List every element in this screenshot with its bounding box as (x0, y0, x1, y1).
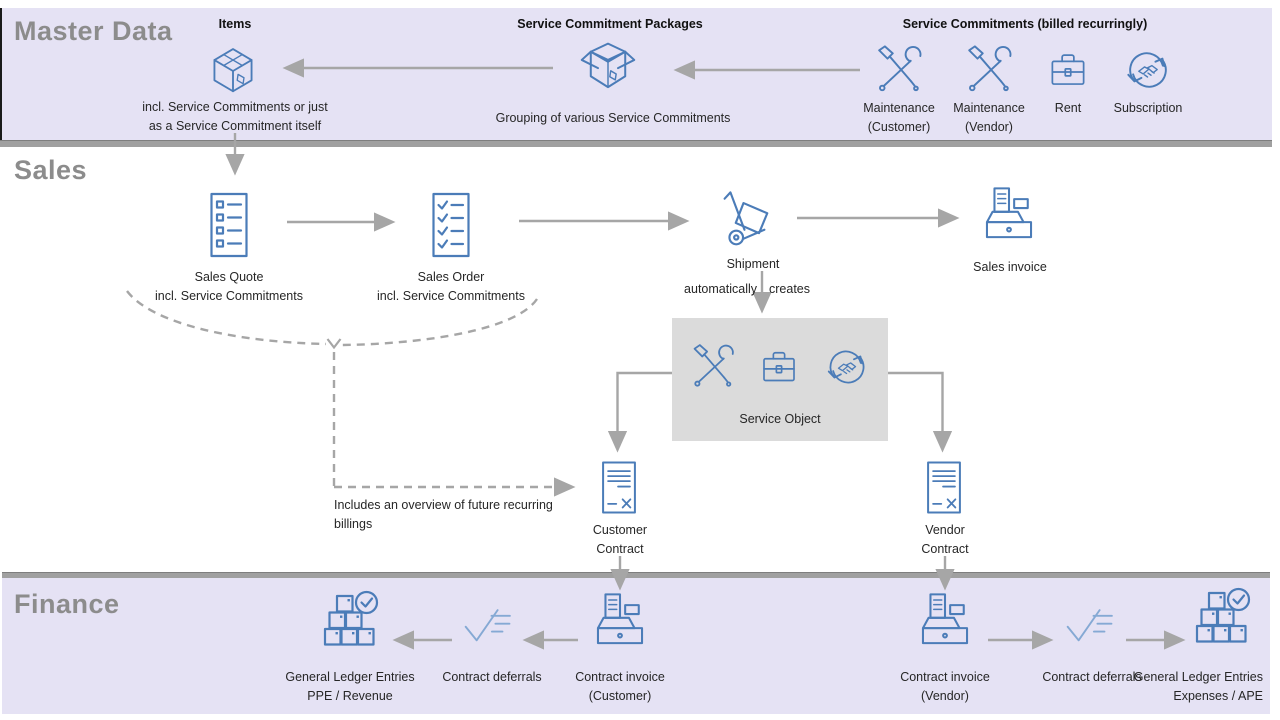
gl-entries-left-label: General Ledger Entries PPE / Revenue (285, 670, 415, 703)
contract-deferrals-right-icon (1062, 604, 1118, 646)
shipment-hand-truck-icon (712, 187, 776, 255)
master-sales-divider (0, 140, 1272, 147)
sales-quote-document-icon (206, 190, 252, 260)
commitments-title: Service Commitments (billed recurringly) (902, 17, 1148, 31)
service-object-tools-icon (684, 341, 740, 393)
service-object-recurring-icon (820, 341, 874, 393)
master-data-heading: Master Data (14, 16, 173, 46)
vendor-contract-label: Vendor Contract (921, 523, 969, 556)
packages-title: Service Commitment Packages (517, 17, 703, 31)
customer-contract-document-icon (599, 459, 639, 516)
sales-invoice-label: Sales invoice (973, 260, 1047, 274)
customer-contract-label: Customer Contract (592, 523, 648, 556)
sales-quote-label: Sales Quote incl. Service Commitments (155, 270, 303, 303)
maintenance-customer-tools-icon (867, 42, 929, 98)
gl-entries-right-label: General Ledger Entries Expenses / APE (1133, 670, 1263, 703)
maintenance-vendor-tools-icon (957, 42, 1019, 98)
maintenance-customer-label: Maintenance (Customer) (863, 101, 935, 134)
packages-caption: Grouping of various Service Commitments (495, 111, 731, 125)
contract-invoice-customer-label: Contract invoice (Customer) (575, 670, 665, 703)
package-open-box-icon (578, 40, 638, 98)
rent-briefcase-icon (1042, 45, 1094, 95)
contract-deferrals-right-label: Contract deferrals (1042, 670, 1142, 684)
shipment-label: Shipment (726, 257, 780, 271)
elbow-service-object-to-customer-contract (618, 373, 673, 449)
service-object-briefcase-icon (754, 343, 804, 391)
creates-text: creates (769, 282, 810, 296)
service-object-label: Service Object (739, 412, 821, 426)
items-box-icon (206, 44, 260, 98)
sales-heading: Sales (14, 155, 88, 185)
dashed-merge-chevron (328, 339, 341, 348)
contract-invoice-vendor-icon (915, 591, 975, 653)
contract-deferrals-left-icon (460, 604, 516, 646)
subscription-recurring-icon (1119, 42, 1177, 98)
finance-heading: Finance (14, 589, 120, 619)
sales-invoice-register-icon (979, 185, 1039, 247)
gl-entries-left-icon (321, 589, 381, 647)
sales-order-label: Sales Order incl. Service Commitments (377, 270, 525, 303)
rent-label: Rent (1054, 101, 1082, 115)
recurring-billings-note: Includes an overview of future recurring billings (334, 498, 553, 531)
elbow-service-object-to-vendor-contract (888, 373, 943, 449)
maintenance-vendor-label: Maintenance (Vendor) (953, 101, 1025, 134)
sales-order-document-icon (428, 190, 474, 260)
automatically-text: automatically (684, 282, 757, 296)
items-caption: incl. Service Commitments or just as a Service Commitment itself (142, 100, 328, 133)
vendor-contract-document-icon (924, 459, 964, 516)
contract-deferrals-left-label: Contract deferrals (442, 670, 542, 684)
subscription-label: Subscription (1113, 101, 1183, 115)
contract-invoice-vendor-label: Contract invoice (Vendor) (900, 670, 990, 703)
gl-entries-right-icon (1193, 586, 1253, 644)
items-title: Items (218, 17, 252, 31)
contract-invoice-customer-icon (590, 591, 650, 653)
